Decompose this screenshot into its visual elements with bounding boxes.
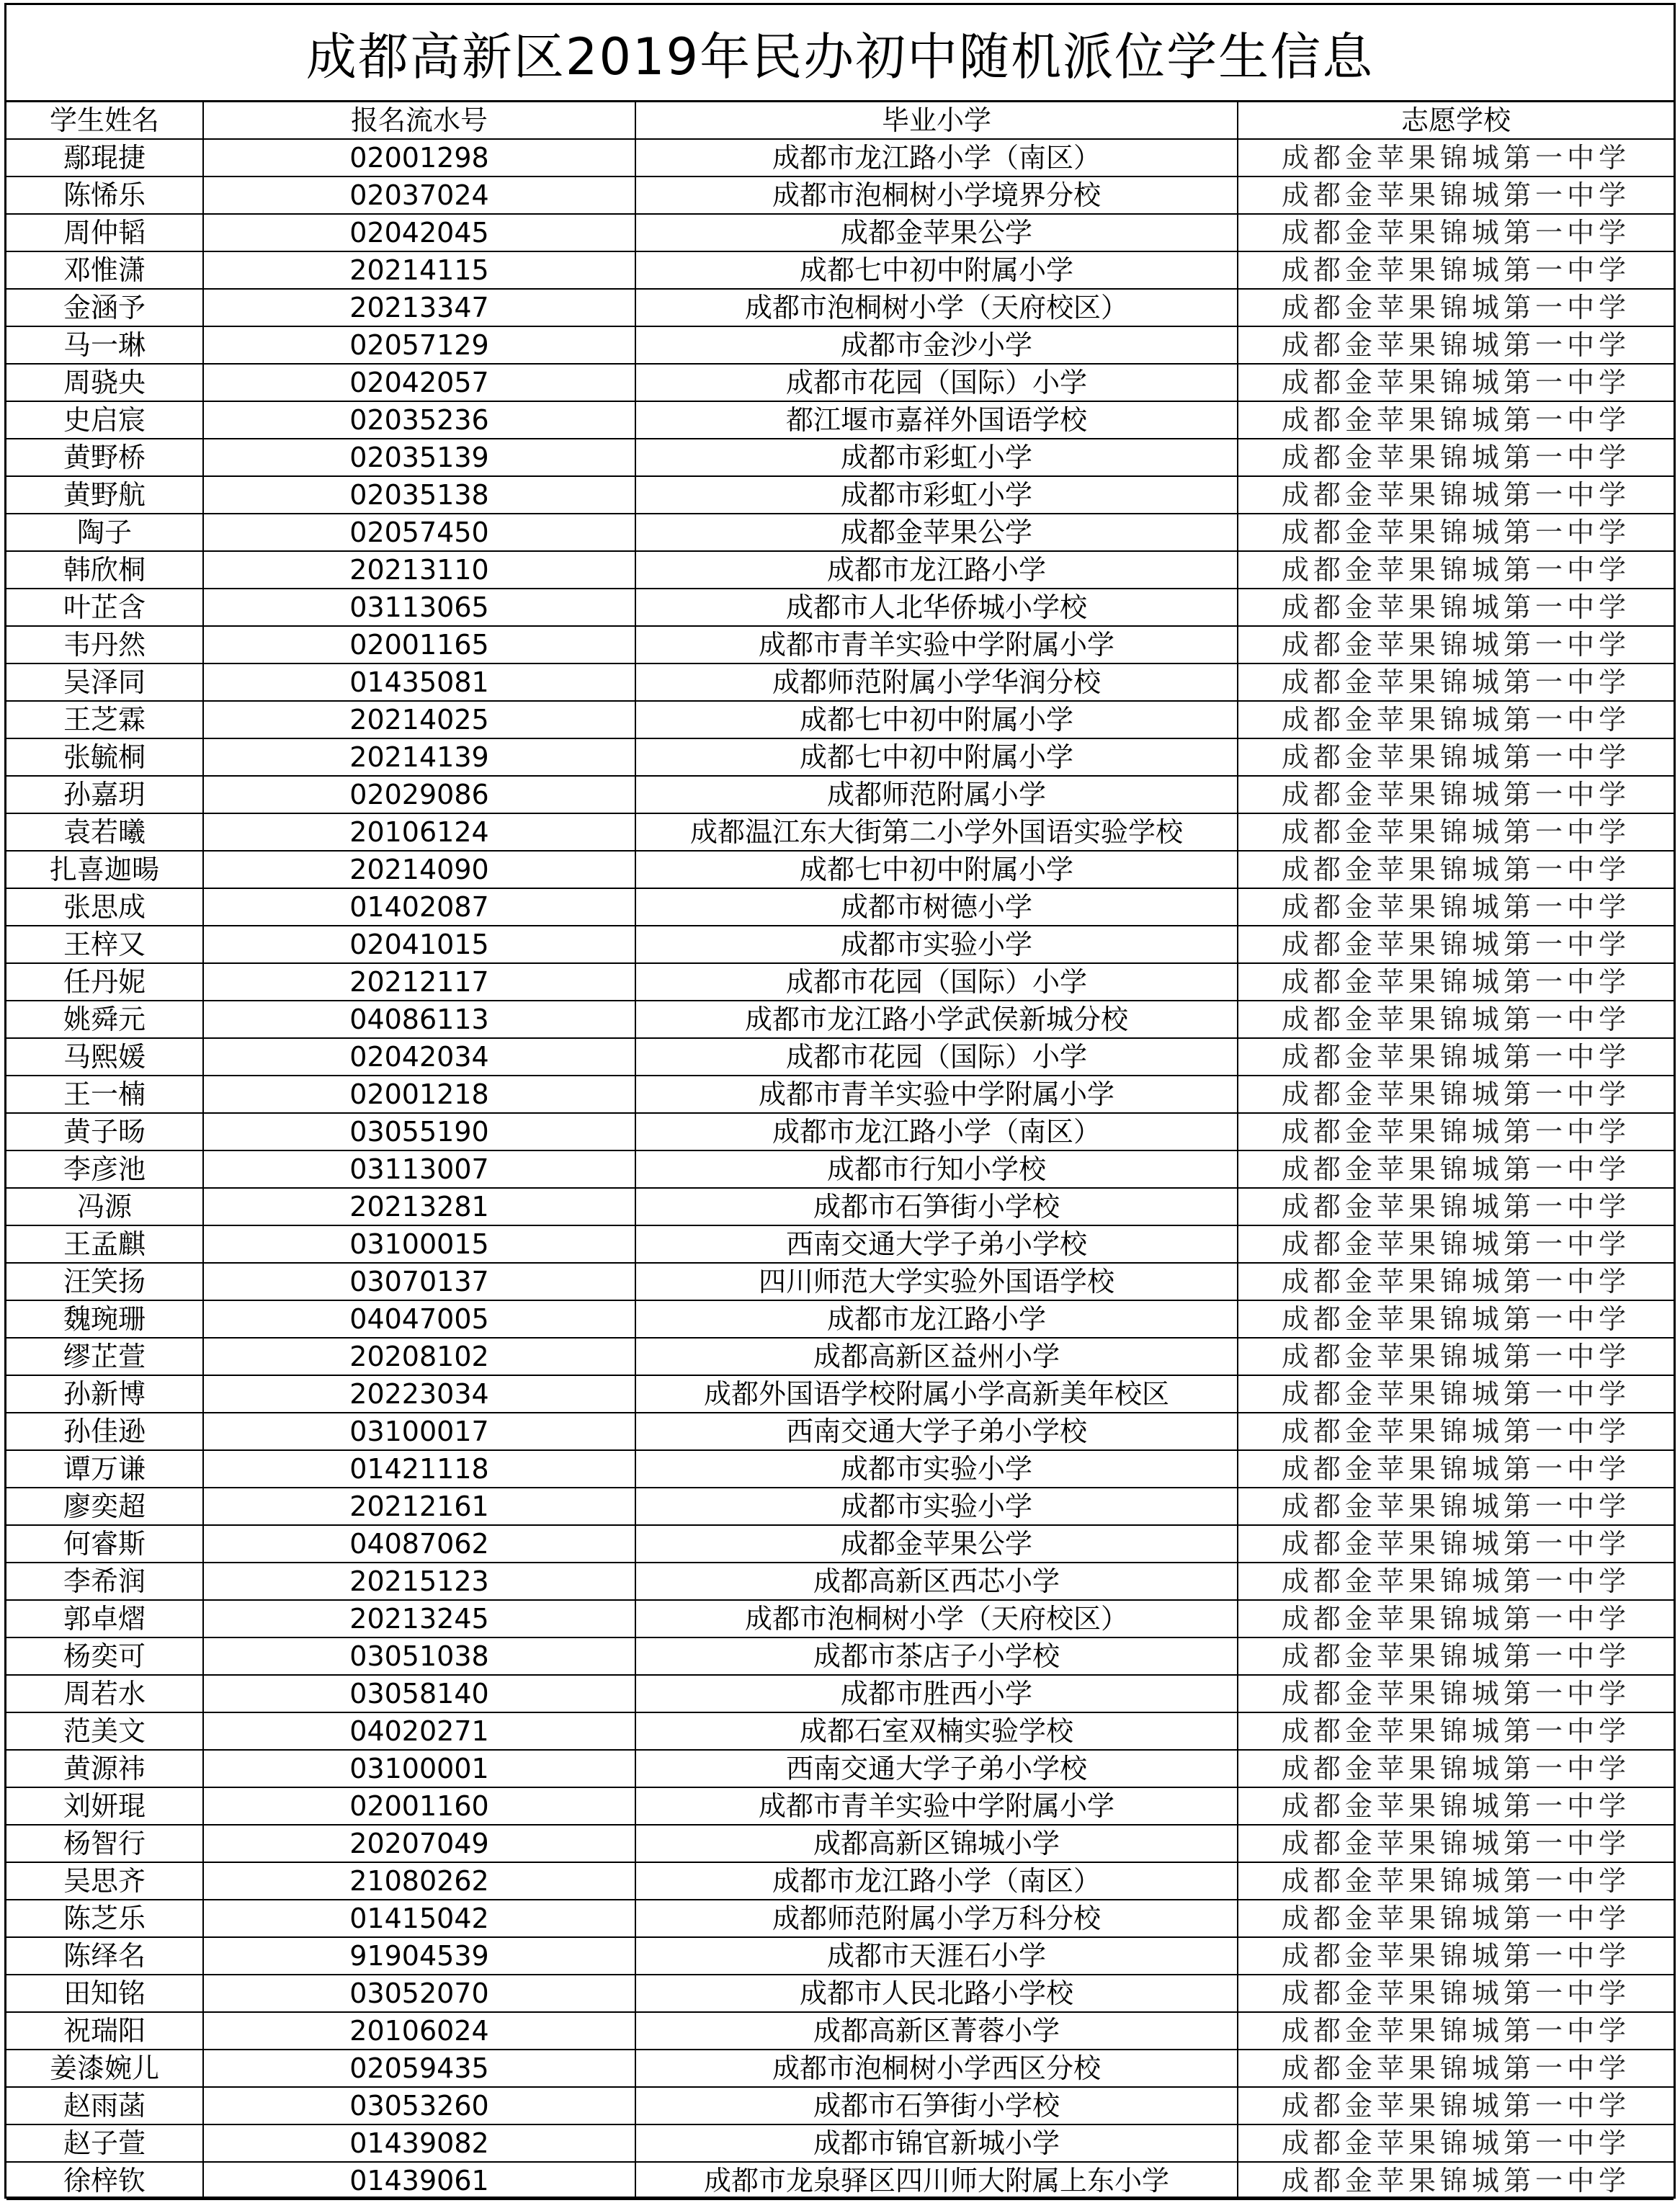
preferred-school-cell: 成都金苹果锦城第一中学 — [1238, 663, 1674, 701]
registration-number-cell: 20106024 — [203, 2012, 635, 2050]
primary-school-cell: 成都市锦官新城小学 — [635, 2124, 1238, 2162]
registration-number-cell: 03058140 — [203, 1675, 635, 1712]
table-row — [6, 1937, 1674, 1975]
table-row — [6, 476, 1674, 514]
registration-number-cell: 20214139 — [203, 738, 635, 776]
preferred-school-cell: 成都金苹果锦城第一中学 — [1238, 476, 1674, 514]
primary-school-cell: 成都市龙江路小学武侯新城分校 — [635, 1001, 1238, 1038]
registration-number-cell: 02001298 — [203, 139, 635, 176]
preferred-school-cell: 成都金苹果锦城第一中学 — [1238, 1001, 1674, 1038]
primary-school-cell: 成都金苹果公学 — [635, 514, 1238, 551]
student-name-cell: 姜漆婉儿 — [6, 2050, 203, 2087]
student-name-cell: 黄源祎 — [6, 1750, 203, 1787]
preferred-school-cell: 成都金苹果锦城第一中学 — [1238, 1488, 1674, 1525]
primary-school-cell: 成都市泡桐树小学（天府校区） — [635, 289, 1238, 326]
student-name-cell: 王孟麒 — [6, 1225, 203, 1263]
registration-number-cell: 03113065 — [203, 589, 635, 626]
primary-school-cell: 成都市泡桐树小学西区分校 — [635, 2050, 1238, 2087]
student-name-cell: 吴思齐 — [6, 1862, 203, 1900]
table-row — [6, 1900, 1674, 1937]
registration-number-cell: 01439061 — [203, 2162, 635, 2199]
primary-school-cell: 成都市行知小学校 — [635, 1150, 1238, 1188]
preferred-school-cell: 成都金苹果锦城第一中学 — [1238, 1563, 1674, 1600]
preferred-school-cell: 成都金苹果锦城第一中学 — [1238, 214, 1674, 251]
table-row — [6, 364, 1674, 401]
preferred-school-cell: 成都金苹果锦城第一中学 — [1238, 1225, 1674, 1263]
student-name-cell: 姚舜元 — [6, 1001, 203, 1038]
student-name-cell: 魏琬珊 — [6, 1300, 203, 1338]
registration-number-cell: 02037024 — [203, 176, 635, 214]
table-row — [6, 1338, 1674, 1375]
preferred-school-cell: 成都金苹果锦城第一中学 — [1238, 1937, 1674, 1975]
registration-number-cell: 03100001 — [203, 1750, 635, 1787]
header-primary-school: 毕业小学 — [635, 102, 1238, 139]
student-name-cell: 陈悕乐 — [6, 176, 203, 214]
table-body — [6, 139, 1674, 2199]
table-row — [6, 589, 1674, 626]
primary-school-cell: 成都市花园（国际）小学 — [635, 364, 1238, 401]
student-name-cell: 孙佳逊 — [6, 1413, 203, 1450]
student-name-cell: 黄子旸 — [6, 1113, 203, 1150]
primary-school-cell: 成都市青羊实验中学附属小学 — [635, 1076, 1238, 1113]
preferred-school-cell: 成都金苹果锦城第一中学 — [1238, 813, 1674, 851]
primary-school-cell: 成都市实验小学 — [635, 1488, 1238, 1525]
student-name-cell: 赵子萱 — [6, 2124, 203, 2162]
registration-number-cell: 02001160 — [203, 1787, 635, 1825]
student-name-cell: 韦丹然 — [6, 626, 203, 663]
preferred-school-cell: 成都金苹果锦城第一中学 — [1238, 1975, 1674, 2012]
table-row — [6, 1563, 1674, 1600]
registration-number-cell: 21080262 — [203, 1862, 635, 1900]
table-row — [6, 289, 1674, 326]
student-name-cell: 田知铭 — [6, 1975, 203, 2012]
table-row — [6, 1712, 1674, 1750]
registration-number-cell: 02035138 — [203, 476, 635, 514]
student-name-cell: 廖奕超 — [6, 1488, 203, 1525]
primary-school-cell: 成都市实验小学 — [635, 926, 1238, 963]
primary-school-cell: 成都市青羊实验中学附属小学 — [635, 626, 1238, 663]
table-row — [6, 1450, 1674, 1488]
preferred-school-cell: 成都金苹果锦城第一中学 — [1238, 1787, 1674, 1825]
registration-number-cell: 20213281 — [203, 1188, 635, 1225]
preferred-school-cell: 成都金苹果锦城第一中学 — [1238, 1712, 1674, 1750]
registration-number-cell: 03100017 — [203, 1413, 635, 1450]
registration-number-cell: 20212161 — [203, 1488, 635, 1525]
registration-number-cell: 20215123 — [203, 1563, 635, 1600]
registration-number-cell: 20213245 — [203, 1600, 635, 1637]
student-name-cell: 李希润 — [6, 1563, 203, 1600]
student-name-cell: 张思成 — [6, 888, 203, 926]
student-name-cell: 史启宸 — [6, 401, 203, 439]
registration-number-cell: 02042034 — [203, 1038, 635, 1076]
student-name-cell: 陈芝乐 — [6, 1900, 203, 1937]
preferred-school-cell: 成都金苹果锦城第一中学 — [1238, 1150, 1674, 1188]
student-name-cell: 徐梓钦 — [6, 2162, 203, 2199]
table-row — [6, 1300, 1674, 1338]
preferred-school-cell: 成都金苹果锦城第一中学 — [1238, 1413, 1674, 1450]
primary-school-cell: 成都石室双楠实验学校 — [635, 1712, 1238, 1750]
registration-number-cell: 02035139 — [203, 439, 635, 476]
registration-number-cell: 04047005 — [203, 1300, 635, 1338]
registration-number-cell: 03100015 — [203, 1225, 635, 1263]
table-row — [6, 963, 1674, 1001]
primary-school-cell: 成都市石笋街小学校 — [635, 1188, 1238, 1225]
preferred-school-cell: 成都金苹果锦城第一中学 — [1238, 1600, 1674, 1637]
primary-school-cell: 成都市青羊实验中学附属小学 — [635, 1787, 1238, 1825]
primary-school-cell: 成都高新区益州小学 — [635, 1338, 1238, 1375]
student-name-cell: 周骁央 — [6, 364, 203, 401]
table-row — [6, 1488, 1674, 1525]
table-row — [6, 851, 1674, 888]
preferred-school-cell: 成都金苹果锦城第一中学 — [1238, 926, 1674, 963]
primary-school-cell: 成都市龙江路小学 — [635, 1300, 1238, 1338]
student-name-cell: 黄野桥 — [6, 439, 203, 476]
student-name-cell: 祝瑞阳 — [6, 2012, 203, 2050]
table-row — [6, 214, 1674, 251]
student-name-cell: 张毓桐 — [6, 738, 203, 776]
student-name-cell: 冯源 — [6, 1188, 203, 1225]
primary-school-cell: 成都高新区菁蓉小学 — [635, 2012, 1238, 2050]
student-name-cell: 王芝霖 — [6, 701, 203, 738]
table-row — [6, 2162, 1674, 2199]
primary-school-cell: 成都市泡桐树小学（天府校区） — [635, 1600, 1238, 1637]
preferred-school-cell: 成都金苹果锦城第一中学 — [1238, 251, 1674, 289]
registration-number-cell: 20106124 — [203, 813, 635, 851]
preferred-school-cell: 成都金苹果锦城第一中学 — [1238, 1900, 1674, 1937]
student-name-cell: 汪笑扬 — [6, 1263, 203, 1300]
primary-school-cell: 西南交通大学子弟小学校 — [635, 1413, 1238, 1450]
table-header-row — [6, 102, 1674, 139]
table-row — [6, 1600, 1674, 1637]
primary-school-cell: 成都市树德小学 — [635, 888, 1238, 926]
student-table — [6, 102, 1674, 2200]
preferred-school-cell: 成都金苹果锦城第一中学 — [1238, 2124, 1674, 2162]
student-name-cell: 陶子 — [6, 514, 203, 551]
primary-school-cell: 都江堰市嘉祥外国语学校 — [635, 401, 1238, 439]
preferred-school-cell: 成都金苹果锦城第一中学 — [1238, 1525, 1674, 1563]
student-name-cell: 陈绎名 — [6, 1937, 203, 1975]
preferred-school-cell: 成都金苹果锦城第一中学 — [1238, 1338, 1674, 1375]
primary-school-cell: 成都市龙江路小学 — [635, 551, 1238, 589]
student-name-cell: 马熙媛 — [6, 1038, 203, 1076]
table-row — [6, 701, 1674, 738]
preferred-school-cell: 成都金苹果锦城第一中学 — [1238, 589, 1674, 626]
table-row — [6, 1825, 1674, 1862]
student-name-cell: 韩欣桐 — [6, 551, 203, 589]
table-row — [6, 1076, 1674, 1113]
registration-number-cell: 03113007 — [203, 1150, 635, 1188]
primary-school-cell: 成都市龙江路小学（南区） — [635, 1113, 1238, 1150]
registration-number-cell: 02001165 — [203, 626, 635, 663]
page-title: 成都高新区2019年民办初中随机派位学生信息 — [6, 5, 1674, 102]
table-row — [6, 813, 1674, 851]
preferred-school-cell: 成都金苹果锦城第一中学 — [1238, 401, 1674, 439]
preferred-school-cell: 成都金苹果锦城第一中学 — [1238, 2087, 1674, 2124]
primary-school-cell: 成都市泡桐树小学境界分校 — [635, 176, 1238, 214]
primary-school-cell: 成都市彩虹小学 — [635, 439, 1238, 476]
table-row — [6, 401, 1674, 439]
registration-number-cell: 03051038 — [203, 1637, 635, 1675]
registration-number-cell: 20214025 — [203, 701, 635, 738]
registration-number-cell: 02041015 — [203, 926, 635, 963]
preferred-school-cell: 成都金苹果锦城第一中学 — [1238, 364, 1674, 401]
registration-number-cell: 03053260 — [203, 2087, 635, 2124]
preferred-school-cell: 成都金苹果锦城第一中学 — [1238, 551, 1674, 589]
student-name-cell: 袁若曦 — [6, 813, 203, 851]
primary-school-cell: 成都市龙江路小学（南区） — [635, 139, 1238, 176]
primary-school-cell: 成都市花园（国际）小学 — [635, 963, 1238, 1001]
table-row — [6, 1637, 1674, 1675]
registration-number-cell: 04086113 — [203, 1001, 635, 1038]
preferred-school-cell: 成都金苹果锦城第一中学 — [1238, 1862, 1674, 1900]
primary-school-cell: 成都七中初中附属小学 — [635, 701, 1238, 738]
student-name-cell: 叶芷含 — [6, 589, 203, 626]
registration-number-cell: 02042057 — [203, 364, 635, 401]
preferred-school-cell: 成都金苹果锦城第一中学 — [1238, 1300, 1674, 1338]
preferred-school-cell: 成都金苹果锦城第一中学 — [1238, 851, 1674, 888]
registration-number-cell: 91904539 — [203, 1937, 635, 1975]
preferred-school-cell: 成都金苹果锦城第一中学 — [1238, 738, 1674, 776]
table-row — [6, 1787, 1674, 1825]
student-name-cell: 吴泽同 — [6, 663, 203, 701]
table-row — [6, 251, 1674, 289]
registration-number-cell: 02029086 — [203, 776, 635, 813]
header-student-name: 学生姓名 — [6, 102, 203, 139]
primary-school-cell: 西南交通大学子弟小学校 — [635, 1225, 1238, 1263]
primary-school-cell: 成都市天涯石小学 — [635, 1937, 1238, 1975]
preferred-school-cell: 成都金苹果锦城第一中学 — [1238, 1825, 1674, 1862]
primary-school-cell: 成都金苹果公学 — [635, 214, 1238, 251]
student-name-cell: 杨奕可 — [6, 1637, 203, 1675]
table-row — [6, 663, 1674, 701]
registration-number-cell: 02059435 — [203, 2050, 635, 2087]
table-row — [6, 1150, 1674, 1188]
registration-number-cell: 20213347 — [203, 289, 635, 326]
student-name-cell: 黄野航 — [6, 476, 203, 514]
table-row — [6, 2050, 1674, 2087]
primary-school-cell: 成都七中初中附属小学 — [635, 851, 1238, 888]
table-row — [6, 1525, 1674, 1563]
registration-number-cell: 03052070 — [203, 1975, 635, 2012]
preferred-school-cell: 成都金苹果锦城第一中学 — [1238, 1038, 1674, 1076]
table-row — [6, 1225, 1674, 1263]
student-name-cell: 孙嘉玥 — [6, 776, 203, 813]
table-row — [6, 926, 1674, 963]
primary-school-cell: 成都市龙泉驿区四川师大附属上东小学 — [635, 2162, 1238, 2199]
table-row — [6, 2012, 1674, 2050]
header-preferred-school: 志愿学校 — [1238, 102, 1674, 139]
registration-number-cell: 04087062 — [203, 1525, 635, 1563]
preferred-school-cell: 成都金苹果锦城第一中学 — [1238, 514, 1674, 551]
table-row — [6, 888, 1674, 926]
student-name-cell: 缪芷萱 — [6, 1338, 203, 1375]
preferred-school-cell: 成都金苹果锦城第一中学 — [1238, 2050, 1674, 2087]
table-row — [6, 776, 1674, 813]
preferred-school-cell: 成都金苹果锦城第一中学 — [1238, 626, 1674, 663]
table-row — [6, 1413, 1674, 1450]
table-row — [6, 1188, 1674, 1225]
primary-school-cell: 成都市石笋街小学校 — [635, 2087, 1238, 2124]
table-row — [6, 1038, 1674, 1076]
table-row — [6, 1001, 1674, 1038]
preferred-school-cell: 成都金苹果锦城第一中学 — [1238, 888, 1674, 926]
registration-number-cell: 01439082 — [203, 2124, 635, 2162]
preferred-school-cell: 成都金苹果锦城第一中学 — [1238, 2162, 1674, 2199]
registration-number-cell: 02001218 — [203, 1076, 635, 1113]
preferred-school-cell: 成都金苹果锦城第一中学 — [1238, 1750, 1674, 1787]
student-name-cell: 王梓又 — [6, 926, 203, 963]
preferred-school-cell: 成都金苹果锦城第一中学 — [1238, 2012, 1674, 2050]
preferred-school-cell: 成都金苹果锦城第一中学 — [1238, 139, 1674, 176]
registration-number-cell: 02057129 — [203, 326, 635, 364]
primary-school-cell: 西南交通大学子弟小学校 — [635, 1750, 1238, 1787]
primary-school-cell: 成都师范附属小学 — [635, 776, 1238, 813]
registration-number-cell: 03070137 — [203, 1263, 635, 1300]
primary-school-cell: 成都高新区西芯小学 — [635, 1563, 1238, 1600]
preferred-school-cell: 成都金苹果锦城第一中学 — [1238, 701, 1674, 738]
primary-school-cell: 成都高新区锦城小学 — [635, 1825, 1238, 1862]
primary-school-cell: 成都外国语学校附属小学高新美年校区 — [635, 1375, 1238, 1413]
student-name-cell: 范美文 — [6, 1712, 203, 1750]
primary-school-cell: 四川师范大学实验外国语学校 — [635, 1263, 1238, 1300]
primary-school-cell: 成都市人民北路小学校 — [635, 1975, 1238, 2012]
registration-number-cell: 01435081 — [203, 663, 635, 701]
table-row — [6, 2124, 1674, 2162]
registration-number-cell: 02042045 — [203, 214, 635, 251]
primary-school-cell: 成都师范附属小学华润分校 — [635, 663, 1238, 701]
primary-school-cell: 成都市彩虹小学 — [635, 476, 1238, 514]
primary-school-cell: 成都市胜西小学 — [635, 1675, 1238, 1712]
student-name-cell: 扎喜迦暘 — [6, 851, 203, 888]
table-row — [6, 139, 1674, 176]
preferred-school-cell: 成都金苹果锦城第一中学 — [1238, 176, 1674, 214]
table-row — [6, 1862, 1674, 1900]
table-row — [6, 514, 1674, 551]
registration-number-cell: 20212117 — [203, 963, 635, 1001]
registration-number-cell: 03055190 — [203, 1113, 635, 1150]
registration-number-cell: 20207049 — [203, 1825, 635, 1862]
primary-school-cell: 成都七中初中附属小学 — [635, 251, 1238, 289]
primary-school-cell: 成都市金沙小学 — [635, 326, 1238, 364]
primary-school-cell: 成都市花园（国际）小学 — [635, 1038, 1238, 1076]
preferred-school-cell: 成都金苹果锦城第一中学 — [1238, 1675, 1674, 1712]
student-name-cell: 李彦池 — [6, 1150, 203, 1188]
student-name-cell: 孙新博 — [6, 1375, 203, 1413]
table-row — [6, 439, 1674, 476]
primary-school-cell: 成都金苹果公学 — [635, 1525, 1238, 1563]
registration-number-cell: 20208102 — [203, 1338, 635, 1375]
table-row — [6, 1975, 1674, 2012]
student-name-cell: 何睿斯 — [6, 1525, 203, 1563]
registration-number-cell: 01402087 — [203, 888, 635, 926]
table-row — [6, 326, 1674, 364]
registration-number-cell: 20223034 — [203, 1375, 635, 1413]
registration-number-cell: 04020271 — [203, 1712, 635, 1750]
table-row — [6, 1375, 1674, 1413]
primary-school-cell: 成都七中初中附属小学 — [635, 738, 1238, 776]
primary-school-cell: 成都市龙江路小学（南区） — [635, 1862, 1238, 1900]
preferred-school-cell: 成都金苹果锦城第一中学 — [1238, 439, 1674, 476]
primary-school-cell: 成都市实验小学 — [635, 1450, 1238, 1488]
table-row — [6, 1750, 1674, 1787]
registration-number-cell: 02035236 — [203, 401, 635, 439]
registration-number-cell: 20214090 — [203, 851, 635, 888]
table-row — [6, 1263, 1674, 1300]
student-name-cell: 马一琳 — [6, 326, 203, 364]
primary-school-cell: 成都师范附属小学万科分校 — [635, 1900, 1238, 1937]
student-name-cell: 杨智行 — [6, 1825, 203, 1862]
preferred-school-cell: 成都金苹果锦城第一中学 — [1238, 1113, 1674, 1150]
preferred-school-cell: 成都金苹果锦城第一中学 — [1238, 1076, 1674, 1113]
preferred-school-cell: 成都金苹果锦城第一中学 — [1238, 1637, 1674, 1675]
primary-school-cell: 成都温江东大街第二小学外国语实验学校 — [635, 813, 1238, 851]
student-name-cell: 郭卓熠 — [6, 1600, 203, 1637]
student-name-cell: 赵雨菡 — [6, 2087, 203, 2124]
student-name-cell: 周若水 — [6, 1675, 203, 1712]
registration-number-cell: 01421118 — [203, 1450, 635, 1488]
preferred-school-cell: 成都金苹果锦城第一中学 — [1238, 1263, 1674, 1300]
registration-number-cell: 02057450 — [203, 514, 635, 551]
table-row — [6, 1113, 1674, 1150]
document-sheet — [4, 3, 1676, 2199]
registration-number-cell: 01415042 — [203, 1900, 635, 1937]
student-name-cell: 谭万谦 — [6, 1450, 203, 1488]
header-registration-number: 报名流水号 — [203, 102, 635, 139]
preferred-school-cell: 成都金苹果锦城第一中学 — [1238, 1188, 1674, 1225]
table-row — [6, 626, 1674, 663]
primary-school-cell: 成都市人北华侨城小学校 — [635, 589, 1238, 626]
preferred-school-cell: 成都金苹果锦城第一中学 — [1238, 1375, 1674, 1413]
registration-number-cell: 20213110 — [203, 551, 635, 589]
table-row — [6, 176, 1674, 214]
table-row — [6, 551, 1674, 589]
student-name-cell: 鄢琨捷 — [6, 139, 203, 176]
preferred-school-cell: 成都金苹果锦城第一中学 — [1238, 963, 1674, 1001]
preferred-school-cell: 成都金苹果锦城第一中学 — [1238, 776, 1674, 813]
table-row — [6, 1675, 1674, 1712]
registration-number-cell: 20214115 — [203, 251, 635, 289]
table-row — [6, 2087, 1674, 2124]
preferred-school-cell: 成都金苹果锦城第一中学 — [1238, 326, 1674, 364]
student-name-cell: 邓惟潇 — [6, 251, 203, 289]
student-name-cell: 金涵予 — [6, 289, 203, 326]
preferred-school-cell: 成都金苹果锦城第一中学 — [1238, 289, 1674, 326]
table-row — [6, 738, 1674, 776]
primary-school-cell: 成都市茶店子小学校 — [635, 1637, 1238, 1675]
student-name-cell: 王一楠 — [6, 1076, 203, 1113]
student-name-cell: 周仲韬 — [6, 214, 203, 251]
student-name-cell: 任丹妮 — [6, 963, 203, 1001]
preferred-school-cell: 成都金苹果锦城第一中学 — [1238, 1450, 1674, 1488]
student-name-cell: 刘妍琨 — [6, 1787, 203, 1825]
